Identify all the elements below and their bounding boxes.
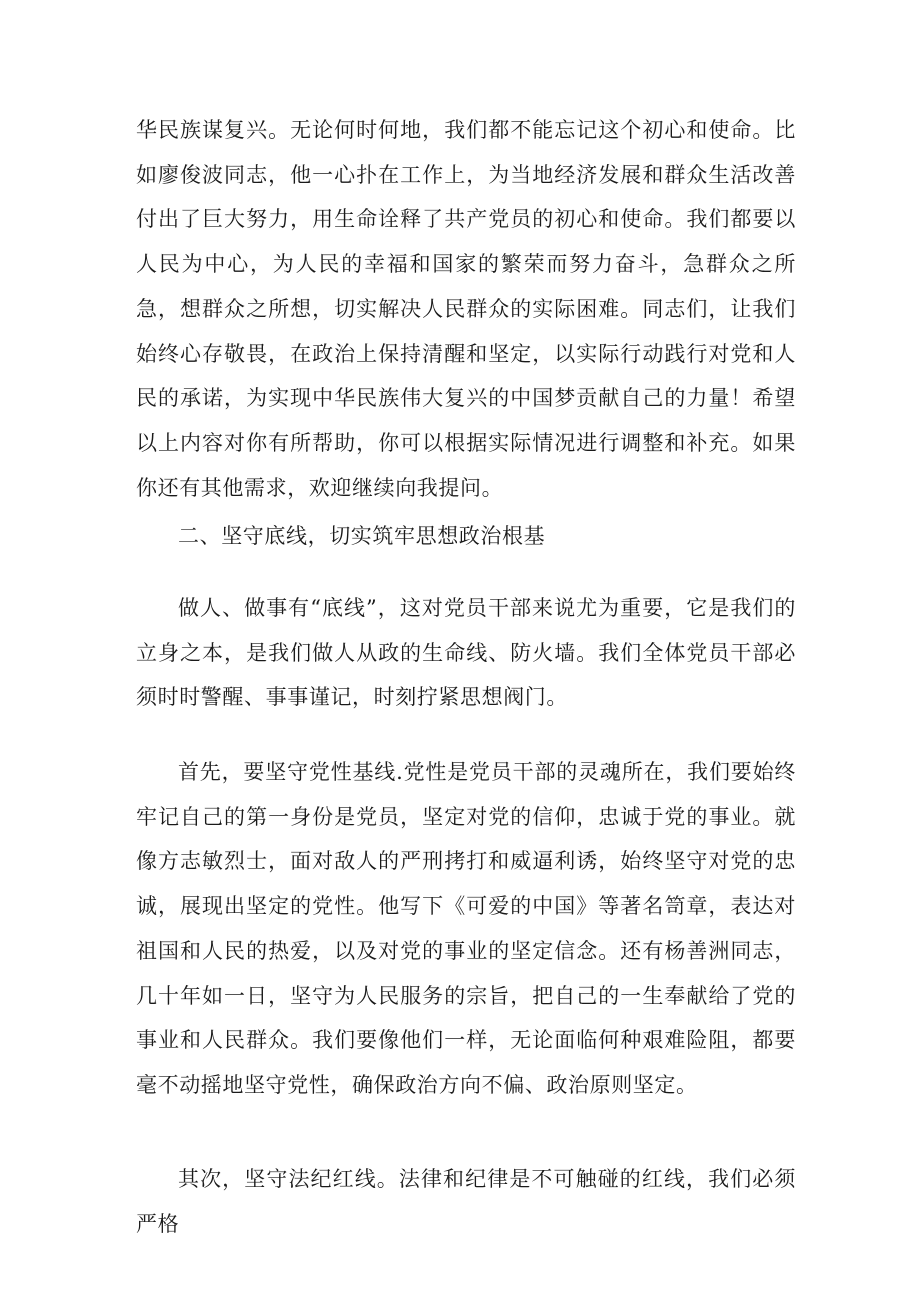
paragraph-bottom-line: 做人、做事有“底线”，这对党员干部来说尤为重要，它是我们的立身之本，是我们做人从政的生命线、防火墙。我们全体党员干部必须时时警醒、事事谨记，时刻拧紧思想阀门。 [136, 596, 796, 710]
paragraph-party-spirit: 首先，要坚守党性基线.党性是党员干部的灵魂所在，我们要始终牢记自己的第一身份是党员，坚定对党的信仰，忠诚于党的事业。就像方志敏烈士，面对敌人的严刑拷打和威逼利诱，始终坚守对党的忠诚，展现出坚定的党性。他写下《可爱的中国》等著名笥章，表达对祖国和人民的热爱，以及对党的事业的坚定信念。还有杨善洲同志，几十年如一日，坚守为人民服务的宗旨，把自己的一生奉献给了党的事业和人民群众。我们要像他们一样，无论面临何种艰难险阻，都要毫不动摇地坚守党性，确保政治方向不偏、政治原则坚定。 [136, 760, 796, 1097]
section-heading: 二、坚守底线，切实筑牢思想政治根基 [178, 524, 546, 548]
paragraph-continuation: 华民族谋复兴。无论何时何地，我们都不能忘记这个初心和使命。比如廖俊波同志，他一心扑在工作上，为当地经济发展和群众生活改善付出了巨大努力，用生命诠释了共产党员的初心和使命。我们都要以人民为中心，为人民的幸福和国家的繁荣而努力奋斗，急群众之所急，想群众之所想，切实解决人民群众的实际困难。同志们，让我们始终心存敬畏，在政治上保持清醒和坚定，以实际行动践行对党和人民的承诺，为实现中华民族伟大复兴的中国梦贡献自己的力量！希望以上内容对你有所帮助，你可以根据实际情况进行调整和补充。如果你还有其他需求，欢迎继续向我提问。 [136, 118, 796, 500]
paragraph-law-discipline: 其次，坚守法纪红线。法律和纪律是不可触碰的红线，我们必须严格 [136, 1167, 796, 1236]
